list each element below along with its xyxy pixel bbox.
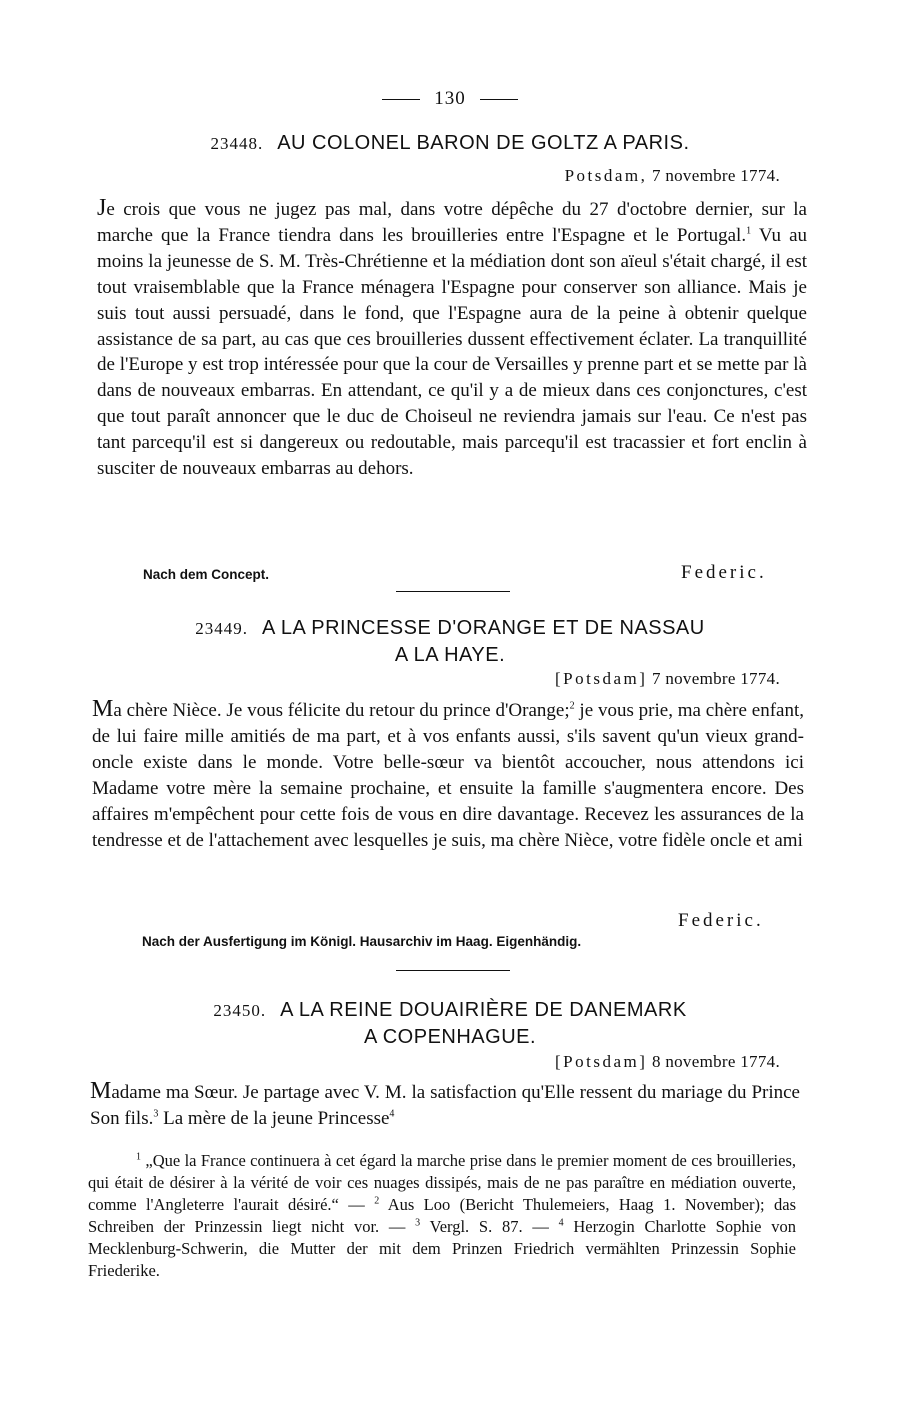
letter-heading-line: A LA HAYE. — [394, 644, 506, 666]
page-number-dash-left — [382, 99, 420, 100]
letter-place-date — [555, 1052, 780, 1072]
footnote-text: Aus Loo (Bericht Thulemeiers, Haag 1. November); das Schreiben der Prinzessin liegt nicht vor. — — [88, 1195, 796, 1236]
footnote-number: 2 — [374, 1195, 380, 1207]
letter-recipient: AU COLONEL BARON DE GOLTZ A PARIS. — [277, 132, 690, 154]
letter-body-text: a chère Nièce. Je vous félicite du retour du prince d'Orange; — [113, 700, 570, 721]
footnote-number: 1 — [136, 1151, 141, 1163]
letter-heading-line — [0, 997, 900, 1024]
footnote-marker[interactable]: 2 — [569, 700, 575, 712]
letter-number: 23448. — [210, 134, 264, 153]
letter-heading — [0, 997, 900, 1051]
letter-initial: J — [97, 195, 107, 221]
footnote-marker[interactable]: 1 — [746, 225, 752, 237]
letter-source-note: Nach der Ausfertigung im Königl. Hausarchiv im Haag. Eigenhändig. — [142, 934, 582, 949]
letter-signature: Federic. — [678, 910, 764, 931]
letter-place-date — [555, 669, 780, 689]
letter-body — [90, 1079, 800, 1132]
page-number-text: 130 — [434, 88, 466, 109]
letter-date: 7 novembre 1774. — [651, 669, 780, 688]
letter-place-date — [565, 166, 780, 186]
section-divider — [396, 970, 510, 971]
letter-heading-line: A COPENHAGUE. — [363, 1026, 537, 1048]
footnote-marker[interactable]: 4 — [389, 1108, 395, 1120]
footnote-number: 3 — [415, 1217, 421, 1229]
letter-body-text: adame ma Sœur. Je partage avec V. M. la satisfaction qu'Elle ressent du mariage du Prince Son fils. — [90, 1082, 800, 1129]
letter-heading — [0, 615, 900, 669]
letter-body-text: Vu au moins la jeunesse de S. M. Très-Chrétienne et la médiation dont son aïeul s'était chargé, il est tout vraisemblable que la France ménagera l'Espagne pour conserver son alliance. Mais je suis tout aussi persuadé, dans le fond, que l'Espagne aura de la peine à obtenir quelque assistance de sa part, au cas que ces brouilleries dussent effectivement éclater. La tranquillité de l'Europe y est trop intéressée pour que la cour de Versailles y prenne part et se mette par là dans de nouveaux embarras. En attendant, ce qu'il y a de mieux dans ces conjonctures, c'est que tout paraît annoncer que le duc de Choiseul ne reviendra jamais sur l'eau. Ce n'est pas tant parcequ'il est si dangereux ou redoutable, mais parcequ'il est tracassier et fort enclin à susciter de nouveaux embarras au dehors. — [97, 224, 808, 480]
page-number — [0, 88, 900, 110]
letter-place: [Potsdam] — [555, 669, 648, 688]
letter-initial: M — [90, 1078, 112, 1104]
letter-body-text: e crois que vous ne jugez pas mal, dans votre dépêche du 27 d'octobre dernier, sur la marche que la France tiendra dans les brouilleries entre l'Espagne et le Portugal. — [97, 199, 807, 246]
letter-body — [92, 697, 804, 853]
footnote-text: „Que la France continuera à cet égard la marche prise dans le premier moment de ces brouilleries, qui était de désirer à la vérité de voir ces nuages dissipés, mais de ne pas paraître en médiation ouverte, comme l'Angleterre l'aurait désiré.“ — — [88, 1151, 796, 1214]
footnote-marker[interactable]: 3 — [153, 1108, 159, 1120]
letter-body-text: La mère de la jeune Princesse — [158, 1107, 390, 1129]
letter-place: [Potsdam] — [555, 1052, 648, 1071]
letter-source-note: Nach dem Concept. — [143, 567, 270, 582]
letter-initial: M — [92, 696, 114, 722]
letter-heading-line — [0, 615, 900, 642]
letter-recipient: A LA REINE DOUAIRIÈRE DE DANEMARK — [280, 999, 687, 1021]
footnote-number: 4 — [558, 1217, 564, 1229]
letter-date: 7 novembre 1774. — [651, 166, 780, 185]
letter-date: 8 novembre 1774. — [651, 1052, 780, 1071]
letter-place: Potsdam, — [564, 166, 648, 185]
page-number-dash-right — [480, 99, 518, 100]
footnote-text: Vergl. S. 87. — — [420, 1217, 559, 1236]
footnote-text: Herzogin Charlotte Sophie von Mecklenburg-Schwerin, die Mutter der mit dem Prinzen Friedrich vermählten Prinzessin Sophie Friederike. — [88, 1217, 796, 1280]
letter-number: 23450. — [213, 1001, 267, 1020]
letter-body-text: je vous prie, ma chère enfant, de lui faire mille amitiés de ma part, et à vos enfants aussi, s'ils savent qu'un vieux grand-oncle existe dans le monde. Votre belle-sœur va bientôt accoucher, nous attendons ici Madame votre mère la semaine prochaine, et ensuite la famille s'augmentera encore. Des affaires m'empêchent pour cette fois de vous en dire davantage. Recevez les assurances de la tendresse et de l'attachement avec lesquelles je suis, ma chère Nièce, votre fidèle oncle et ami — [92, 700, 804, 851]
footnotes — [88, 1150, 796, 1282]
section-divider — [396, 591, 510, 592]
letter-signature: Federic. — [681, 562, 767, 583]
letter-recipient: A LA PRINCESSE D'ORANGE ET DE NASSAU — [262, 617, 705, 639]
letter-heading — [0, 130, 900, 157]
letter-body — [97, 196, 807, 482]
letter-number: 23449. — [195, 619, 249, 638]
